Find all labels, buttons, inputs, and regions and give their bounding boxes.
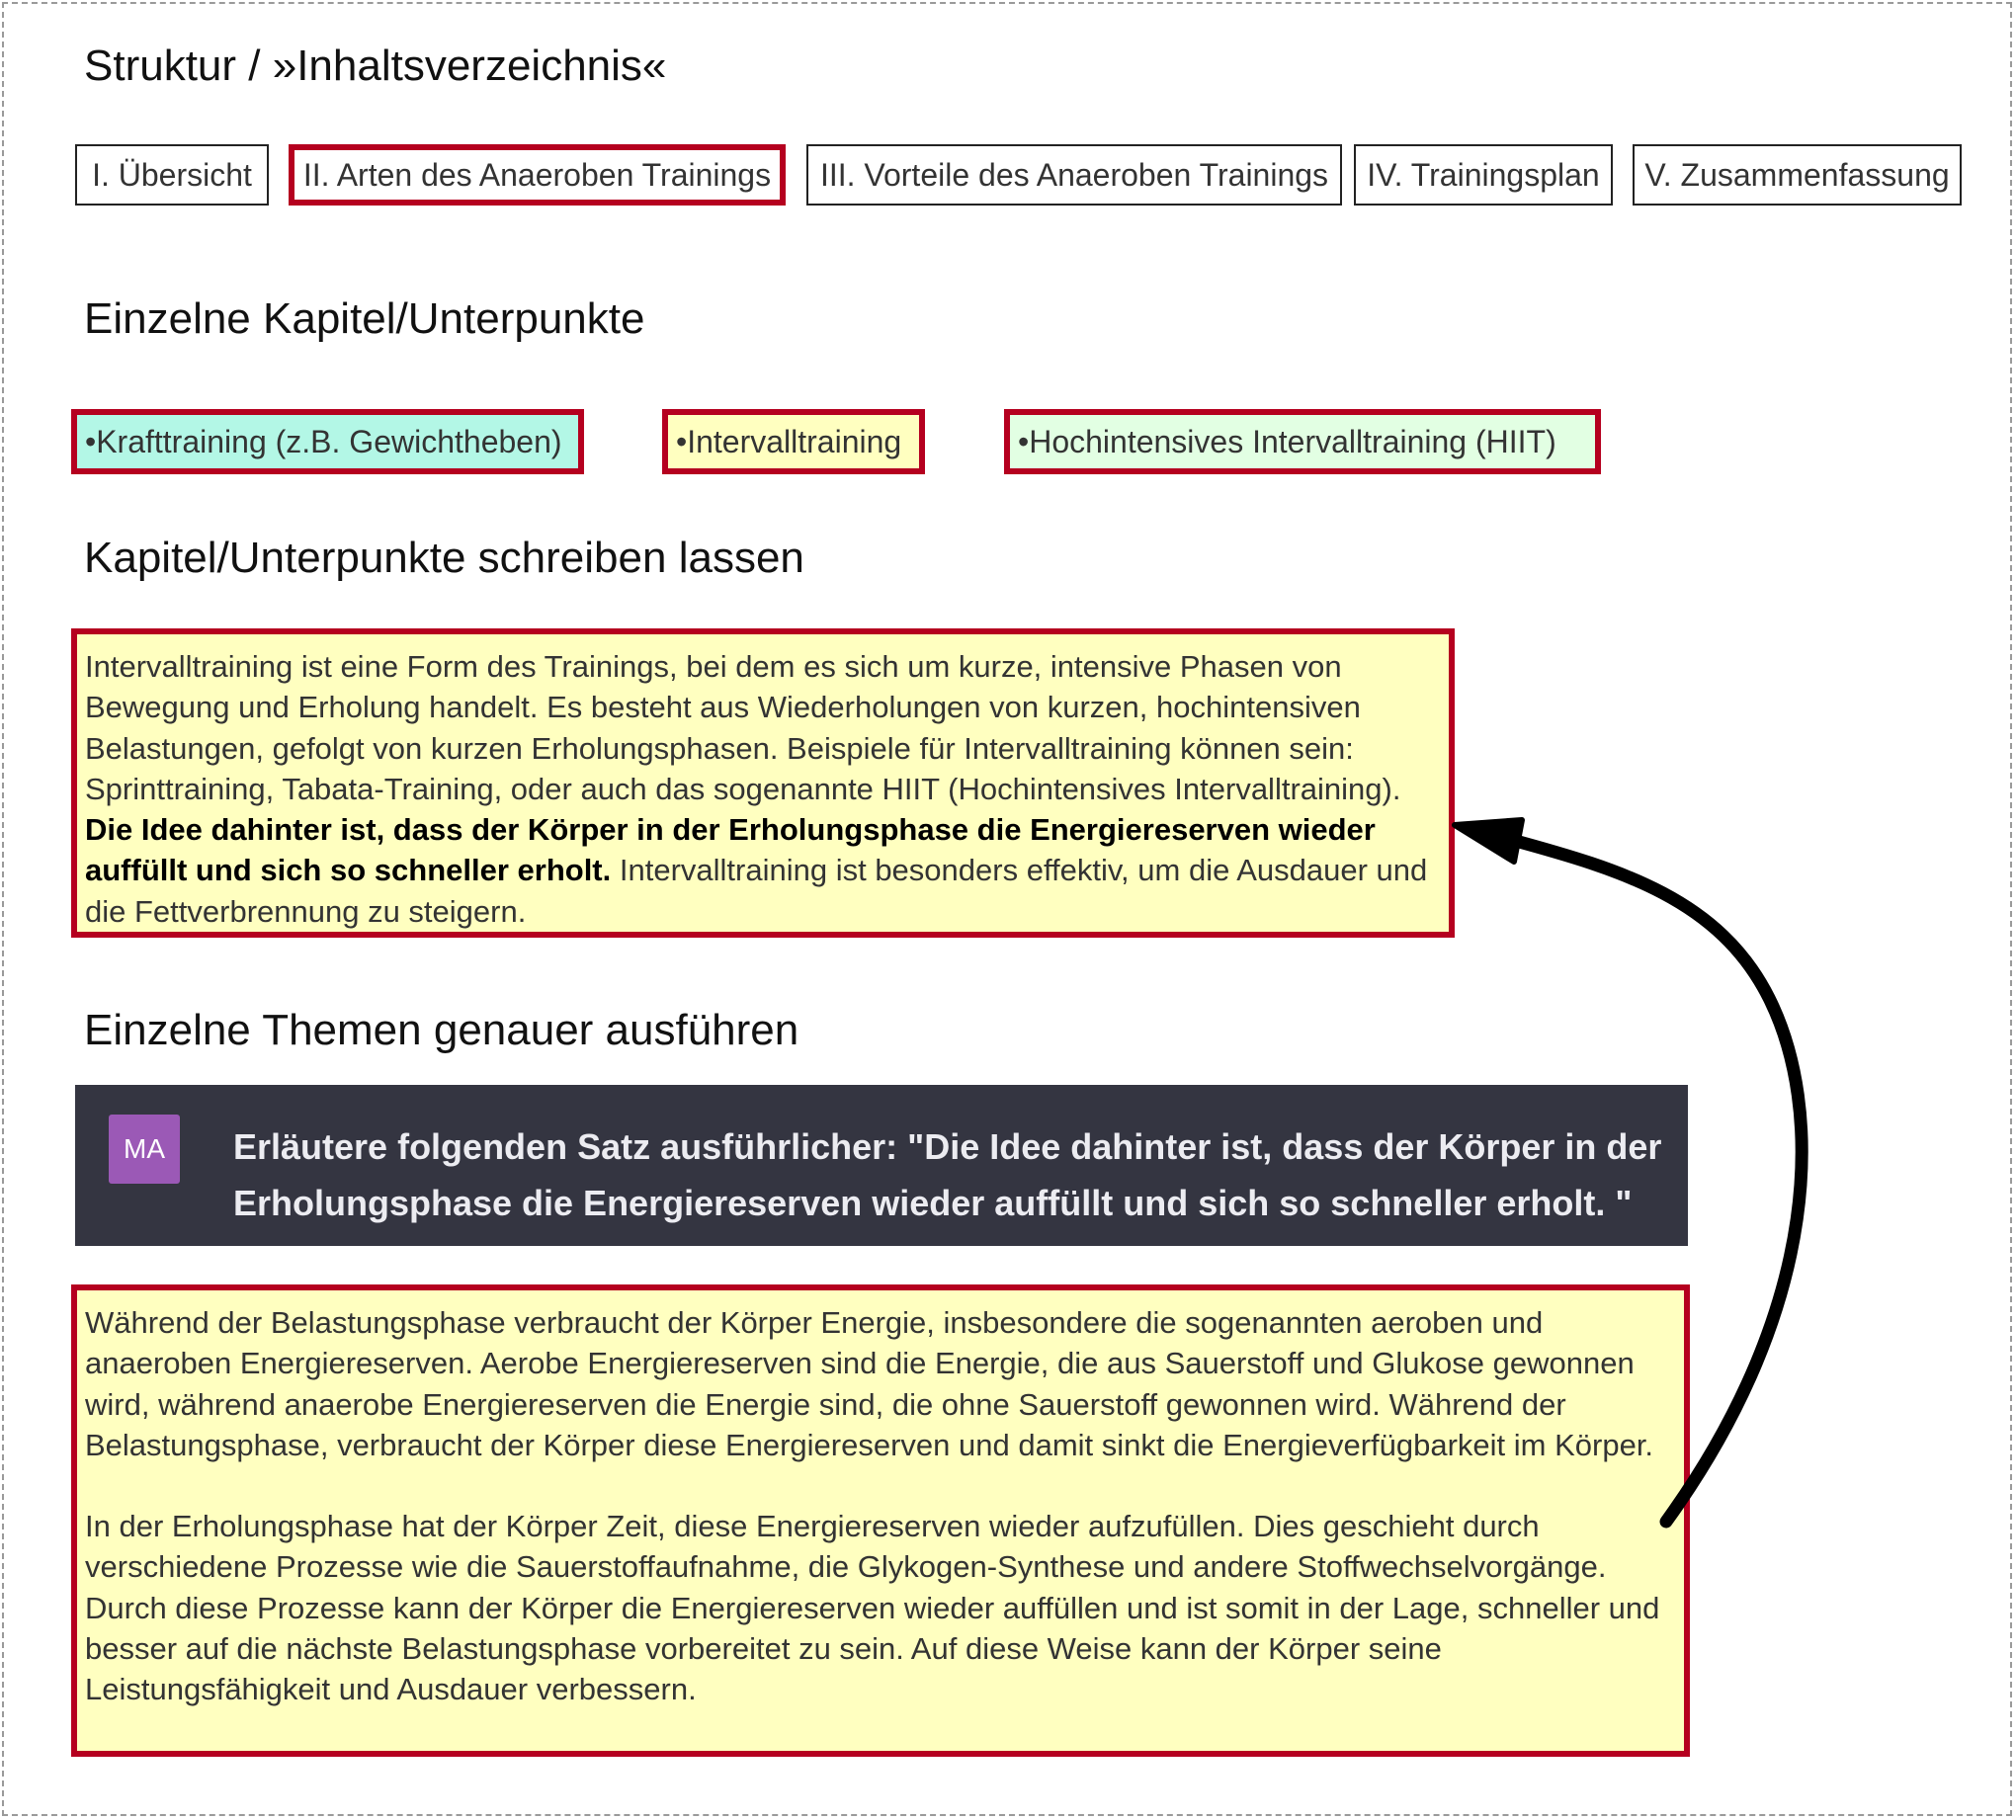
answer-paragraph-2: In der Erholungsphase hat der Körper Zeit, diese Energiereserven wieder aufzufüllen. Dies geschieht durch verschiedene Prozesse wie die Sauerstoffaufnahme, die Glykogen-Synthese und andere Stoffwechselvorgänge. Durch diese Prozesse kann der Körper die Energiereserven wieder auffüllen und ist somit in der Lage, schneller und besser auf die nächste Belastungsphase vorbereitet zu sein. Auf diese Weise kann der Körper seine Leistungsfähigkeit und Ausdauer verbessern.: [85, 1509, 1660, 1707]
toc-item-summary: V. Zusammenfassung: [1633, 144, 1962, 206]
heading-chapters: Einzelne Kapitel/Unterpunkte: [84, 294, 645, 343]
user-avatar: MA: [109, 1115, 180, 1184]
answer-paragraph-1: Während der Belastungsphase verbraucht der Körper Energie, insbesondere die sogenannten aeroben und anaeroben Energiereserven. Aerobe Energiereserven sind die Energie, die aus Sauerstoff und Glukose gewonnen wird, während anaerobe Energiereserven die Energie sind, die ohne Sauerstoff gewonnen wird. Während der Belastungsphase, verbraucht der Körper diese Energiereserven und damit sinkt die Energieverfügbarkeit im Körper.: [85, 1305, 1654, 1462]
heading-structure: Struktur / »Inhaltsverzeichnis«: [84, 41, 667, 90]
chip-strength-training: •Krafttraining (z.B. Gewichtheben): [71, 409, 584, 474]
interval-outro: Intervalltraining ist besonders effektiv, um die Ausdauer und die Fettverbrennung zu steigern.: [85, 853, 1428, 929]
heading-elaborate: Einzelne Themen genauer ausführen: [84, 1006, 799, 1054]
prompt-text: Erläutere folgenden Satz ausführlicher: "Die Idee dahinter ist, dass der Körper in der Erholungsphase die Energiereserven wieder auffüllt und sich so schneller erholt. ": [233, 1126, 1662, 1223]
chip-interval-training: •Intervalltraining: [662, 409, 925, 474]
toc-item-benefits: III. Vorteile des Anaeroben Trainings: [806, 144, 1342, 206]
toc-item-training-plan: IV. Trainingsplan: [1354, 144, 1613, 206]
interval-bold-sentence: Die Idee dahinter ist, dass der Körper in der Erholungsphase die Energiereserven wieder auffüllt und sich so schneller erholt.: [85, 812, 1376, 888]
chip-hiit: •Hochintensives Intervalltraining (HIIT): [1004, 409, 1601, 474]
arrow-head: [1455, 820, 1522, 862]
toc-item-overview: I. Übersicht: [75, 144, 269, 206]
heading-write: Kapitel/Unterpunkte schreiben lassen: [84, 534, 804, 582]
arrow-curve: [1512, 840, 1802, 1522]
toc-item-types: II. Arten des Anaeroben Trainings: [289, 144, 786, 206]
interval-intro: Intervalltraining ist eine Form des Trainings, bei dem es sich um kurze, intensive Phasen von Bewegung und Erholung handelt. Es besteht aus Wiederholungen von kurzen, hochintensiven Belastungen, gefolgt von kurzen Erholungsphasen. Beispiele für Intervalltraining können sein: Sprinttraining, Tabata-Training, oder auch das sogenannte HIIT (Hochintensives Intervalltraining).: [85, 649, 1401, 806]
